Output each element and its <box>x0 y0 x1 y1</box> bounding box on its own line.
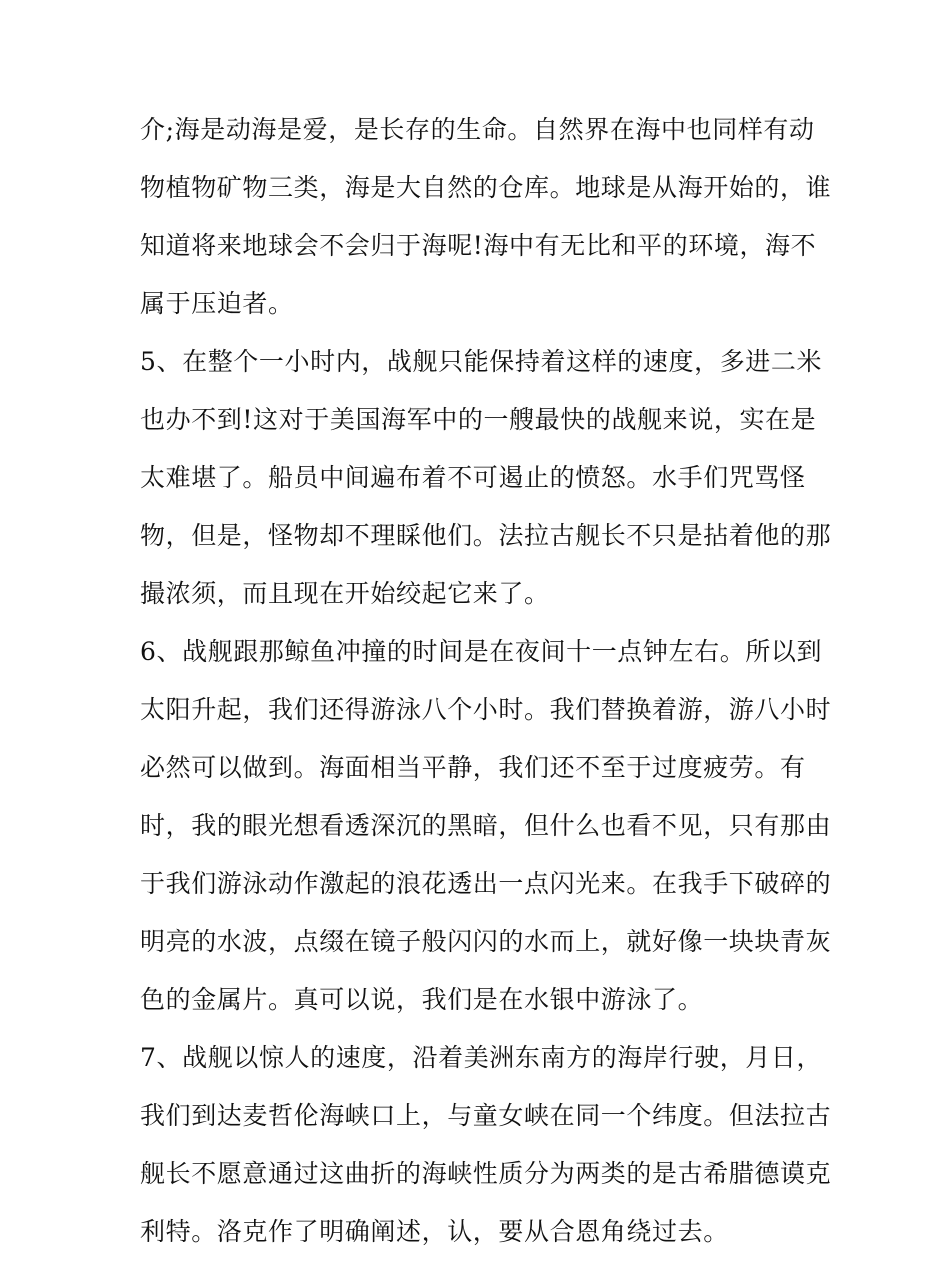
text-line: 物植物矿物三类，海是大自然的仓库。地球是从海开始的，谁 <box>140 173 832 202</box>
paragraph-item-5 <box>140 333 832 623</box>
text-line: 必然可以做到。海面相当平静，我们还不至于过度疲劳。有 <box>140 753 806 782</box>
text-line: 物，但是，怪物却不理睬他们。法拉古舰长不只是拈着他的那 <box>140 521 832 550</box>
text-line: 属于压迫者。 <box>140 289 294 318</box>
paragraph-item-7 <box>140 1029 832 1261</box>
text-line: 5、在整个一小时内，战舰只能保持着这样的速度，多进二米 <box>140 347 823 376</box>
text-line: 于我们游泳动作激起的浪花透出一点闪光来。在我手下破碎的 <box>140 869 832 898</box>
text-line: 明亮的水波，点缀在镜子般闪闪的水而上，就好像一块块青灰 <box>140 927 832 956</box>
document-body <box>140 101 832 1261</box>
text-line: 也办不到!这对于美国海军中的一艘最快的战舰来说，实在是 <box>140 405 817 434</box>
text-line: 知道将来地球会不会归于海呢!海中有无比和平的环境，海不 <box>140 231 817 260</box>
text-line: 太阳升起，我们还得游泳八个小时。我们替换着游，游八小时 <box>140 695 832 724</box>
text-line: 舰长不愿意通过这曲折的海峡性质分为两类的是古希腊德谟克 <box>140 1159 832 1188</box>
text-line: 7、战舰以惊人的速度，沿着美洲东南方的海岸行驶，月日， <box>140 1043 823 1072</box>
text-line: 色的金属片。真可以说，我们是在水银中游泳了。 <box>140 985 704 1014</box>
paragraph-sea-intro <box>140 101 832 333</box>
paragraph-item-6 <box>140 623 832 1029</box>
text-line: 我们到达麦哲伦海峡口上，与童女峡在同一个纬度。但法拉古 <box>140 1101 832 1130</box>
text-line: 撮浓须，而且现在开始绞起它来了。 <box>140 579 550 608</box>
text-line: 6、战舰跟那鲸鱼冲撞的时间是在夜间十一点钟左右。所以到 <box>140 637 823 666</box>
text-line: 太难堪了。船员中间遍布着不可遏止的愤怒。水手们咒骂怪 <box>140 463 806 492</box>
text-line: 时，我的眼光想看透深沉的黑暗，但什么也看不见，只有那由 <box>140 811 832 840</box>
text-line: 介;海是动海是爱，是长存的生命。自然界在海中也同样有动 <box>140 115 815 144</box>
text-line: 利特。洛克作了明确阐述，认，要从合恩角绕过去。 <box>140 1217 729 1246</box>
